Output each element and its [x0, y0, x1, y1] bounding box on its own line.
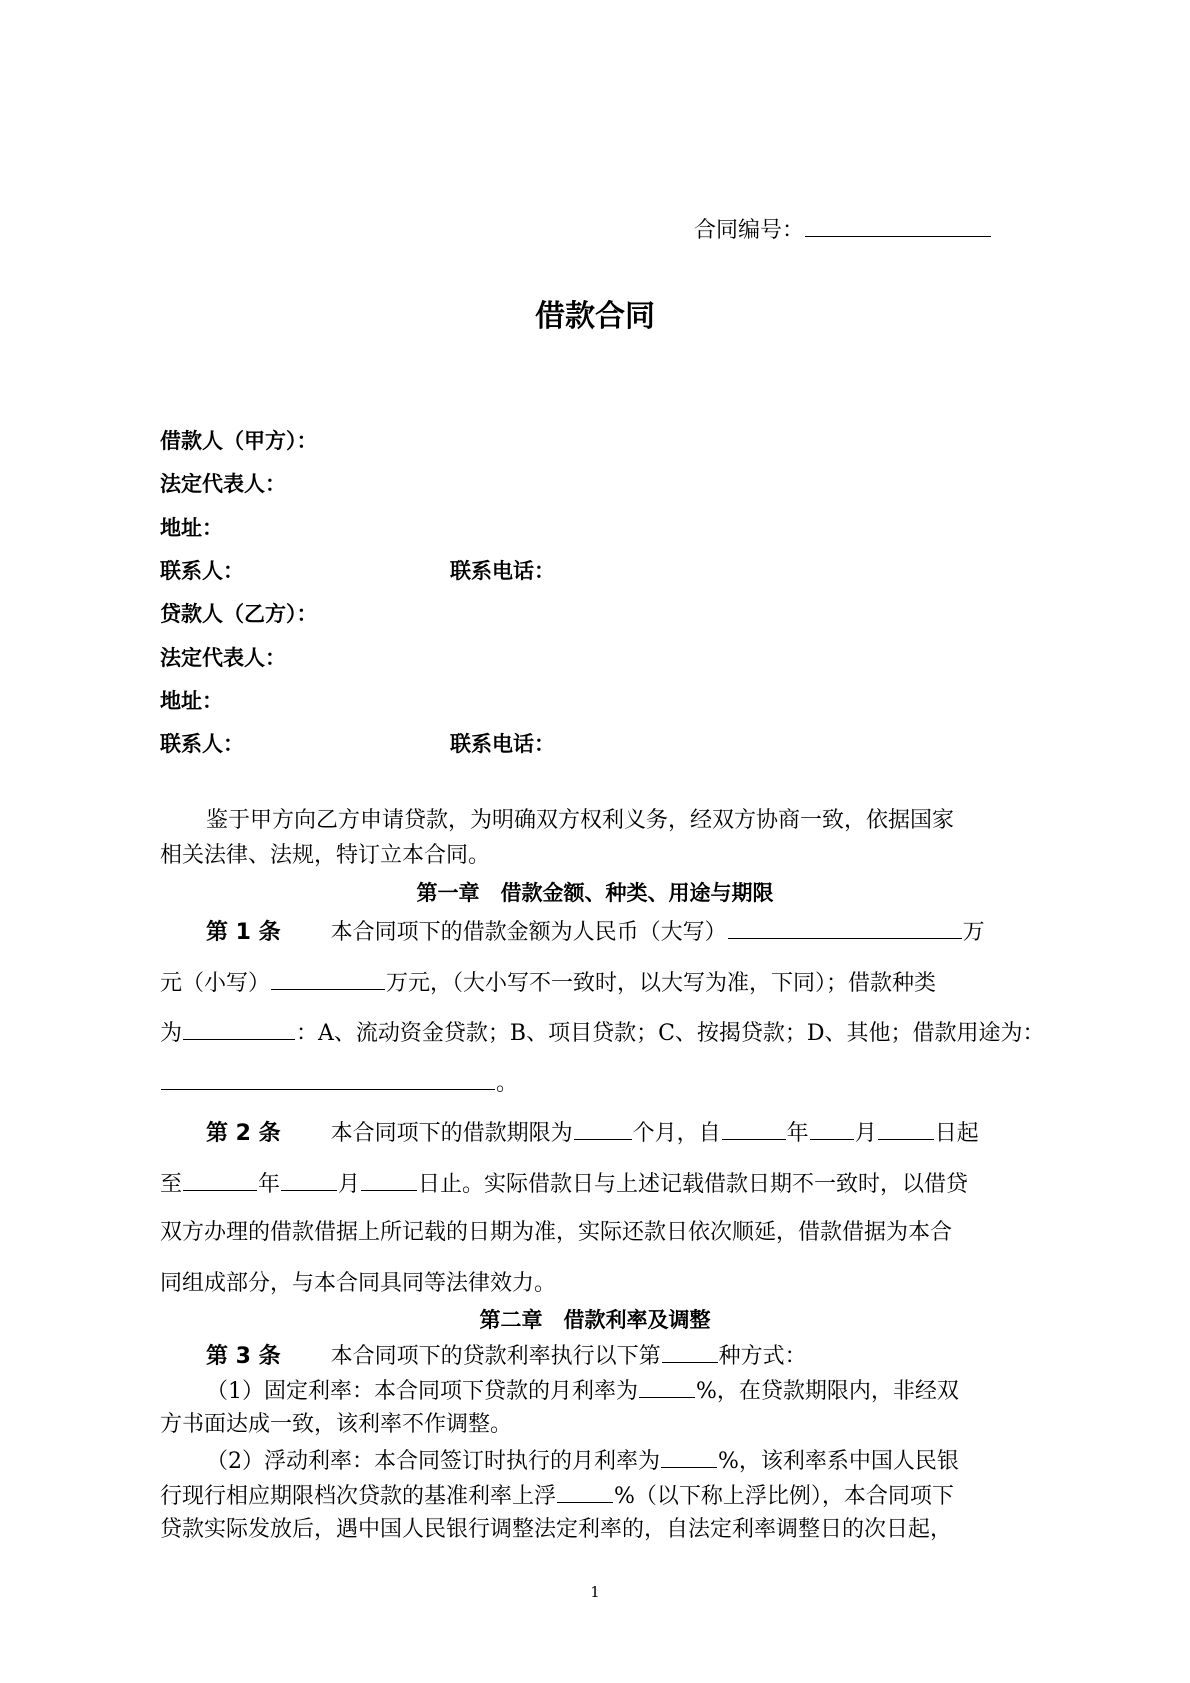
article-3-text: %（以下称上浮比例），本合同项下 [614, 1484, 954, 1509]
article-1-line-1 [206, 916, 985, 948]
article-2-text: 月 [338, 1172, 361, 1197]
article-2-text: 年 [258, 1172, 281, 1197]
article-3-text: %，在贷款期限内，非经双 [696, 1379, 959, 1404]
article-3-label: 第 3 条 [206, 1344, 281, 1369]
loan-purpose-blank [161, 1067, 495, 1090]
article-1-text: ：A、流动资金贷款；B、项目贷款；C、按揭贷款；D、其他；借款用途为： [296, 1021, 1045, 1046]
article-3-text: （2）浮动利率：本合同签订时执行的月利率为 [206, 1449, 660, 1474]
article-2-text: 本合同项下的借款期限为 [330, 1121, 573, 1146]
contract-number-blank [805, 214, 991, 237]
end-year-blank [183, 1168, 257, 1191]
fixed-rate-line-2: 方书面达成一致，该利率不作调整。 [160, 1412, 513, 1437]
preamble-line-1: 鉴于甲方向乙方申请贷款，为明确双方权利义务，经双方协商一致，依据国家 [206, 808, 955, 833]
floating-rate-line-1 [206, 1445, 959, 1477]
article-2-line-2 [160, 1168, 968, 1200]
article-2-text: 日止。实际借款日与上述记载借款日期不一致时，以借贷 [418, 1172, 969, 1197]
article-1-line-2 [160, 967, 936, 999]
borrower-address-label: 地址： [160, 516, 223, 540]
loan-type-blank [183, 1017, 295, 1040]
article-2-text: 年 [786, 1121, 809, 1146]
contract-number-label: 合同编号： [694, 218, 805, 243]
article-2-text: 个月，自 [632, 1121, 721, 1146]
article-2-line-3: 双方办理的借款借据上所记载的日期为准，实际还款日依次顺延，借款借据为本合 [160, 1220, 953, 1245]
article-2-line-1 [206, 1117, 979, 1149]
article-1-line-4 [160, 1067, 518, 1099]
preamble-line-2: 相关法律、法规，特订立本合同。 [160, 843, 491, 868]
article-2-text: 至 [160, 1172, 183, 1197]
floating-rate-line-2 [160, 1480, 954, 1512]
lender-contact-label: 联系人： [160, 732, 244, 756]
floating-rate-line-3: 贷款实际发放后，遇中国人民银行调整法定利率的，自法定利率调整日的次日起， [160, 1517, 953, 1542]
article-1-line-3 [160, 1017, 1045, 1049]
end-day-blank [361, 1168, 417, 1191]
article-1-label: 第 1 条 [206, 920, 281, 945]
borrower-contact-label: 联系人： [160, 559, 244, 583]
article-1-text: 本合同项下的借款金额为人民币（大写） [330, 920, 727, 945]
floating-rate-blank [661, 1445, 717, 1468]
start-month-blank [810, 1117, 854, 1140]
lender-phone-label: 联系电话： [450, 732, 555, 756]
article-1-unit: 万 [962, 920, 985, 945]
borrower-rep-label: 法定代表人： [160, 472, 286, 496]
article-3-text: 本合同项下的贷款利率执行以下第 [330, 1344, 661, 1369]
borrower-label: 借款人（甲方）： [160, 429, 318, 453]
markup-ratio-blank [557, 1480, 613, 1503]
end-month-blank [281, 1168, 337, 1191]
contract-number-row [694, 214, 992, 246]
chapter-1-heading: 第一章 借款金额、种类、用途与期限 [416, 881, 774, 905]
article-2-label: 第 2 条 [206, 1121, 281, 1146]
article-3-line-1 [206, 1340, 807, 1372]
article-3-text: （1）固定利率：本合同项下贷款的月利率为 [206, 1379, 638, 1404]
chapter-2-heading: 第二章 借款利率及调整 [479, 1308, 711, 1332]
lender-label: 贷款人（乙方）： [160, 602, 318, 626]
borrower-phone-label: 联系电话： [450, 559, 555, 583]
article-2-text: 月 [854, 1121, 877, 1146]
lender-address-label: 地址： [160, 689, 223, 713]
article-1-text: 万元，（大小写不一致时，以大写为准，下同）；借款种类 [386, 971, 937, 996]
fixed-rate-blank [639, 1375, 695, 1398]
start-day-blank [878, 1117, 934, 1140]
article-2-line-4: 同组成部分，与本合同具同等法律效力。 [160, 1271, 557, 1296]
article-1-text: 元（小写） [160, 971, 271, 996]
article-3-text: 行现行相应期限档次贷款的基准利率上浮 [160, 1484, 557, 1509]
page-title: 借款合同 [535, 299, 655, 334]
start-year-blank [722, 1117, 786, 1140]
lender-rep-label: 法定代表人： [160, 646, 286, 670]
amount-lowercase-blank [271, 967, 385, 990]
term-months-blank [574, 1117, 632, 1140]
article-3-text: %，该利率系中国人民银 [718, 1449, 959, 1474]
page-number: 1 [590, 1583, 600, 1601]
amount-uppercase-blank [728, 916, 962, 939]
article-2-text: 日起 [934, 1121, 979, 1146]
fixed-rate-line-1 [206, 1375, 959, 1407]
article-1-text: 。 [496, 1071, 519, 1096]
rate-method-blank [662, 1340, 718, 1363]
article-3-text: 种方式： [718, 1344, 807, 1369]
article-1-text: 为 [160, 1021, 183, 1046]
